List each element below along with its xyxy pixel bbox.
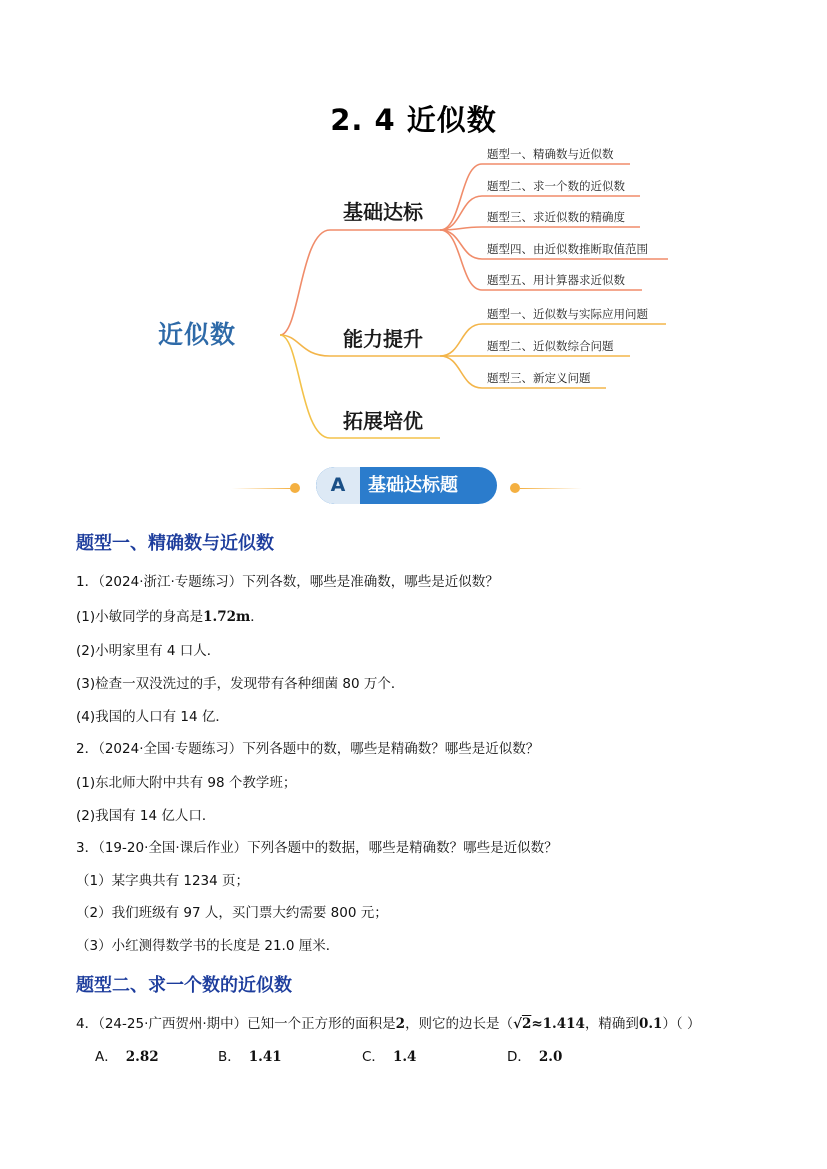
mindmap-leaf: 题型五、用计算器求近似数 — [487, 273, 625, 287]
mindmap-branch-ability: 能力提升 — [343, 327, 423, 351]
option-letter: C． — [362, 1049, 385, 1065]
banner-dot-left — [290, 483, 300, 493]
option-letter: B． — [218, 1049, 241, 1065]
area-value: 2 — [395, 1016, 406, 1032]
question-1-item-1 — [76, 605, 264, 625]
question-1-item-3: (3)检查一双没洗过的手，发现带有各种细菌 80 万个． — [76, 676, 405, 692]
mindmap-branch-extension: 拓展培优 — [343, 409, 423, 433]
banner-letter: A — [316, 467, 360, 504]
question-3-item-2: （2）我们班级有 97 人，买门票大约需要 800 元； — [76, 905, 388, 921]
sqrt-expression — [513, 1016, 585, 1032]
question-1-stem: 1．（2024·浙江·专题练习）下列各数，哪些是准确数，哪些是近似数？ — [76, 574, 499, 590]
section-heading-2: 题型二、求一个数的近似数 — [76, 975, 292, 996]
option-value: 2.0 — [538, 1049, 563, 1065]
question-4-stem — [76, 1012, 700, 1032]
mindmap-leaf: 题型四、由近似数推断取值范围 — [487, 242, 648, 256]
question-3-stem: 3．（19-20·全国·课后作业）下列各题中的数据，哪些是精确数？哪些是近似数？ — [76, 840, 558, 856]
option-value: 2.82 — [125, 1049, 159, 1065]
banner-line-left — [232, 488, 292, 489]
sqrt-value: ≈1.414 — [531, 1016, 585, 1032]
mindmap-leaf: 题型二、近似数综合问题 — [487, 339, 614, 353]
question-1-item-4: (4)我国的人口有 14 亿． — [76, 709, 229, 725]
option-b[interactable] — [218, 1045, 282, 1065]
mindmap-leaf: 题型一、近似数与实际应用问题 — [487, 307, 648, 321]
option-a[interactable] — [95, 1045, 159, 1065]
question-3-item-1: （1）某字典共有 1234 页； — [76, 873, 250, 889]
mindmap-root: 近似数 — [158, 320, 237, 349]
stem-text: ，精确到 — [584, 1016, 639, 1032]
item-text: (1)小敏同学的身高是 — [76, 609, 204, 625]
section-banner — [316, 467, 497, 504]
mindmap-branch-basic: 基础达标 — [343, 200, 423, 224]
mindmap-connectors — [0, 0, 827, 460]
mindmap-leaf: 题型一、精确数与近似数 — [487, 147, 614, 161]
banner-text: 基础达标题 — [368, 475, 458, 496]
question-2-item-2: (2)我国有 14 亿人口． — [76, 808, 216, 824]
item-punct: ． — [250, 609, 264, 625]
sqrt-arg: 2 — [521, 1016, 532, 1032]
option-value: 1.41 — [248, 1049, 282, 1065]
option-letter: A． — [95, 1049, 118, 1065]
banner-line-right — [520, 488, 582, 489]
stem-text: ）（ ） — [662, 1016, 701, 1032]
mindmap-leaf: 题型三、求近似数的精确度 — [487, 210, 625, 224]
option-value: 1.4 — [392, 1049, 417, 1065]
question-2-item-1: (1)东北师大附中共有 98 个教学班； — [76, 775, 297, 791]
option-d[interactable] — [507, 1045, 562, 1065]
question-1-item-2: (2)小明家里有 4 口人． — [76, 643, 221, 659]
page-title: 2. 4 近似数 — [330, 103, 497, 137]
height-value: 1.72m — [203, 609, 251, 625]
banner-dot-right — [510, 483, 520, 493]
mindmap-leaf: 题型三、新定义问题 — [487, 371, 591, 385]
section-heading-1: 题型一、精确数与近似数 — [76, 533, 274, 554]
question-3-item-3: （3）小红测得数学书的长度是 21.0 厘米． — [76, 938, 340, 954]
mindmap-leaf: 题型二、求一个数的近似数 — [487, 179, 625, 193]
option-letter: D． — [507, 1049, 531, 1065]
sqrt-icon: √ — [513, 1016, 522, 1032]
stem-text: ，则它的边长是（ — [405, 1016, 514, 1032]
option-c[interactable] — [362, 1045, 416, 1065]
question-2-stem: 2．（2024·全国·专题练习）下列各题中的数，哪些是精确数？哪些是近似数？ — [76, 741, 540, 757]
precision-value: 0.1 — [638, 1016, 663, 1032]
stem-text: 4．（24-25·广西贺州·期中）已知一个正方形的面积是 — [76, 1016, 396, 1032]
